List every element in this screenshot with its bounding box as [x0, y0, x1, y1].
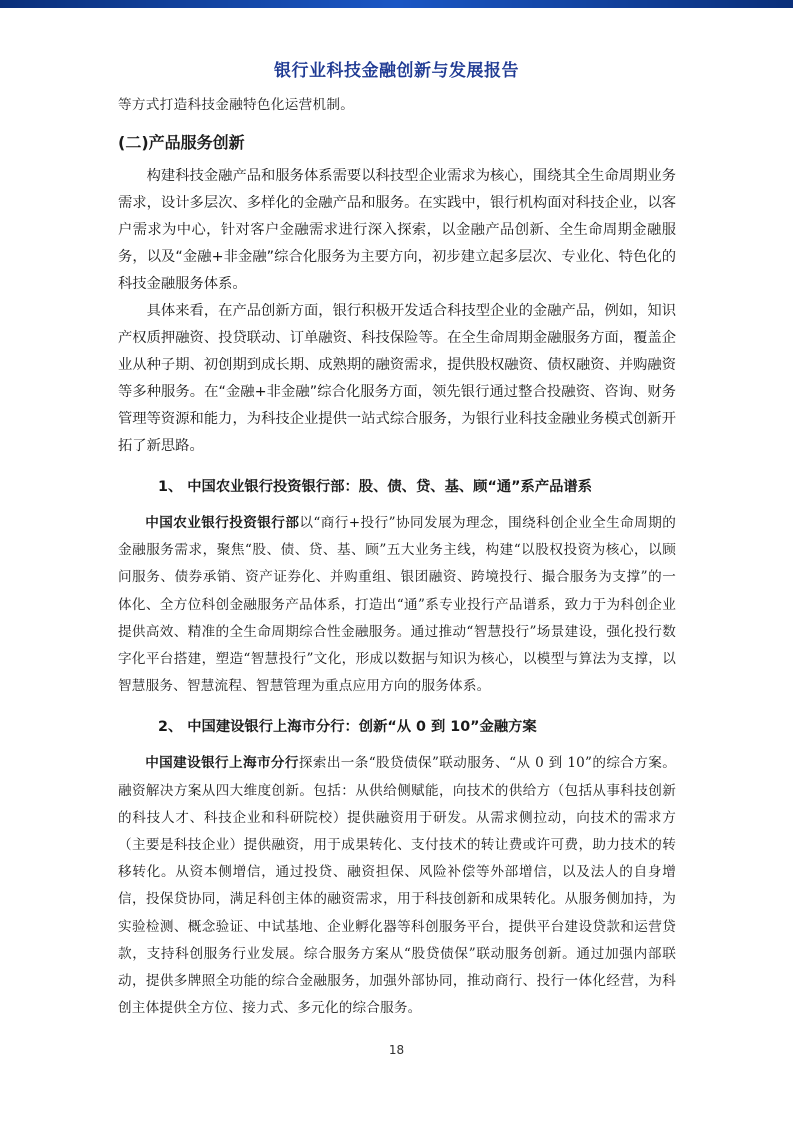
section-heading: (二)产品服务创新	[118, 133, 245, 152]
case-1-heading: 1、 中国农业银行投资银行部：股、债、贷、基、顾“通”系产品谱系	[158, 479, 593, 495]
page-number: 18	[388, 1043, 405, 1057]
continuation-paragraph: 等方式打造科技金融特色化运营机制。	[118, 97, 355, 113]
running-header-title: 银行业科技金融创新与发展报告	[274, 61, 519, 81]
case-2-paragraph	[118, 750, 676, 1022]
top-color-bar	[0, 0, 793, 8]
case-2-text: 探索出一条“股贷债保”联动服务、“从 0 到 10”的综合方案。融资解决方案从四大维度创新。包括：从供给侧赋能，向技术的供给方（包括从事科技创新的科技人才、科技企业和科研院校）提供融资用于研发。从需求侧拉动，向技术的需求方（主要是科技企业）提供融资，用于成果转化、支付技术的转让费或许可费，助力技术的转移转化。从资本侧增信，通过投贷、融资担保、风险补偿等外部增信，以及法人的自身增信，投保贷协同，满足科创主体的融资需求，用于科技创新和成果转化。从服务侧加持，为实验检测、概念验证、中试基地、企业孵化器等科创服务平台，提供平台建设贷款和运营贷款，支持科创服务行业发展。综合服务方案从“股贷债保”联动服务创新。通过加强内部联动，提供多牌照全功能的综合金融服务，加强外部协同，推动商行、投行一体化经营，为科创主体提供全方位、接力式、多元化的综合服务。	[118, 755, 677, 1017]
case-1-lead: 中国农业银行投资银行部	[145, 515, 300, 531]
page-content	[118, 92, 676, 1022]
body-paragraph-1: 构建科技金融产品和服务体系需要以科技型企业需求为核心，围绕其全生命周期业务需求，设计多层次、多样化的金融产品和服务。在实践中，银行机构面对科技企业，以客户需求为中心，针对客户金融需求进行深入探索，以金融产品创新、全生命周期金融服务，以及“金融+非金融”综合化服务为主要方向，初步建立起多层次、专业化、特色化的科技金融服务体系。	[118, 168, 676, 292]
case-1-text: 以“商行+投行”协同发展为理念，围绕科创企业全生命周期的金融服务需求，聚焦“股、债、贷、基、顾”五大业务主线，构建“以股权投资为核心，以顾问服务、债券承销、资产证券化、并购重组、银团融资、跨境投行、撮合服务为支撑”的一体化、全方位科创金融服务产品体系，打造出“通”系专业投行产品谱系，致力于为科创企业提供高效、精准的全生命周期综合性金融服务。通过推动“智慧投行”场景建设，强化投行数字化平台搭建，塑造“智慧投行”文化，形成以数据与知识为核心，以模型与算法为支撑，以智慧服务、智慧流程、智慧管理为重点应用方向的服务体系。	[118, 515, 677, 695]
case-1-paragraph	[118, 510, 676, 700]
case-2-heading: 2、 中国建设银行上海市分行：创新“从 0 到 10”金融方案	[158, 719, 537, 736]
body-paragraph-2: 具体来看，在产品创新方面，银行积极开发适合科技型企业的金融产品，例如，知识产权质押融资、投贷联动、订单融资、科技保险等。在全生命周期金融服务方面，覆盖企业从种子期、初创期到成长期、成熟期的融资需求，提供股权融资、债权融资、并购融资等多种服务。在“金融+非金融”综合化服务方面，领先银行通过整合投融资、咨询、财务管理等资源和能力，为科技企业提供一站式综合服务，为银行业科技金融业务模式创新开拓了新思路。	[118, 303, 676, 454]
case-2-lead: 中国建设银行上海市分行	[145, 755, 299, 772]
